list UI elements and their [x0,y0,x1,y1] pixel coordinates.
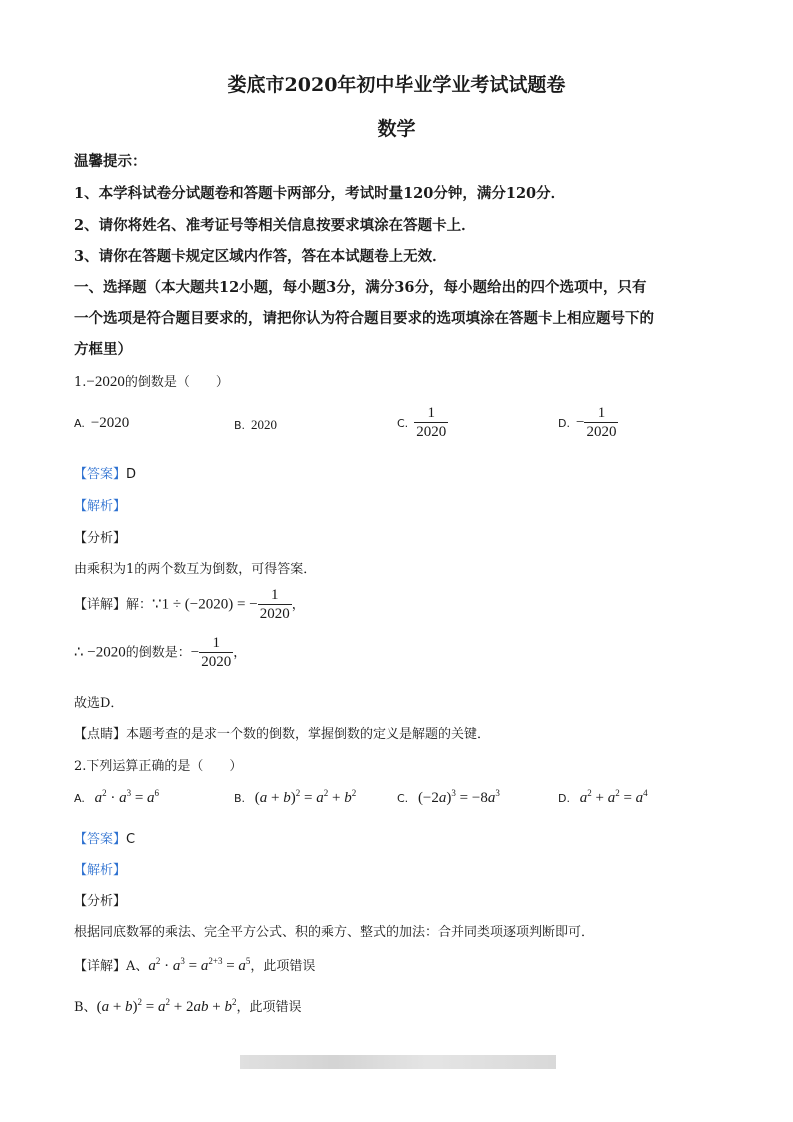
q2-stem: 2.下列运算正确的是（ ） [74,759,243,774]
note-2: 2、请你将姓名、准考证号等相关信息按要求填涂在答题卡上． [74,217,476,234]
q2-option-c [397,790,500,807]
q1-dianjing-text: 本题考查的是求一个数的倒数，掌握倒数的定义是解题的关键． [126,727,491,742]
q1-option-d-label: D. [558,416,570,430]
q1-answer [74,463,136,482]
note-1: 1、本学科试卷分试题卷和答题卡两部分，考试时量120分钟，满分120分． [74,185,566,202]
q2-jiexi-tag: 【解析】 [74,863,127,878]
q2-xiangjie-a-expr: $a^2 \cdot a^3 = a^{2+3} = a^5$ [148,956,251,974]
q2-answer-value: C [126,832,136,847]
q2-option-c-expr: $(-2a)^3 = -8a^3$ [414,788,500,806]
q1-therefore-denominator: 2020 [201,654,232,670]
q2-xiangjie-a [74,955,315,975]
q1-xiangjie-end: ， [291,597,305,613]
q1-option-b-label: B. [234,419,246,432]
q1-therefore-sign: − [190,644,200,661]
q1-option-a-label: A. [74,417,85,430]
q1-fenxi-text: 由乘积为1的两个数互为倒数，可得答案． [74,562,317,577]
q2-xiangjie-b [74,996,301,1016]
q1-answer-value: D [126,467,137,482]
q1-option-d-fraction [584,405,618,441]
section-heading-line1: 一、选择题（本大题共12小题，每小题3分，满分36分，每小题给出的四个选项中，只有 [74,279,647,296]
q1-fenxi-tag: 【分析】 [74,531,127,546]
q1-therefore-fraction [199,635,233,671]
q2-option-d-label: D. [558,792,570,805]
q2-option-b [234,790,356,807]
q1-therefore [74,635,246,671]
q1-therefore-math: ∴ −2020 [74,644,126,661]
q1-xiangjie-numerator: 1 [270,587,279,603]
q1-option-c-label: C. [397,416,409,430]
q2-option-a-expr: $a^2 \cdot a^3 = a^6$ [94,788,160,806]
q1-therefore-end: ， [233,645,247,661]
q1-option-c-numerator: 1 [427,405,435,421]
q2-xiangjie-b-pre: B、 [74,1000,97,1015]
q2-fenxi-text: 根据同底数幂的乘法、完全平方公式、积的乘方、整式的加法：合并同类项逐项判断即可． [74,925,595,940]
q1-dianjing [74,723,490,742]
q1-option-a-value: −2020 [90,415,130,431]
q1-stem [74,371,229,391]
note-3: 3、请你在答题卡规定区域内作答，答在本试题卷上无效． [74,248,447,265]
q1-option-d-denominator: 2020 [586,424,617,440]
q1-xiangjie-pre: 解： [126,597,153,613]
q1-number: 1. [74,375,87,390]
q1-therefore-text: 的倒数是： [125,645,191,661]
q2-option-a-label: A. [74,792,85,805]
q1-xiangjie-tag: 【详解】 [74,597,127,613]
q1-option-c-fraction [414,405,448,441]
q2-fenxi-tag: 【分析】 [74,894,127,909]
q1-xiangjie-denominator: 2020 [259,606,290,622]
q2-xiangjie-b-post: ，此项错误 [236,1000,302,1015]
q1-option-b-value: 2020 [251,417,278,432]
q1-option-d-numerator: 1 [597,405,606,421]
q2-xiangjie-b-expr: $(a + b)^2 = a^2 + 2ab + b^2$ [96,997,237,1015]
q1-option-c [397,405,448,441]
subject-title: 数学 [377,118,416,140]
q2-answer-tag: 【答案】 [74,832,127,847]
q2-option-b-label: B. [234,792,246,805]
q1-option-c-denominator: 2020 [416,424,447,440]
blurred-footer-watermark [240,1055,556,1069]
q2-option-d [558,790,648,807]
q2-xiangjie-a-post: ，此项错误 [250,959,316,974]
q1-option-b [234,417,277,433]
q2-xiangjie-tag: 【详解】 [74,959,127,974]
q2-option-d-expr: $a^2 + a^2 = a^4$ [579,788,648,806]
q2-option-b-expr: $(a + b)^2 = a^2 + b^2$ [251,788,357,806]
q1-jiexi-tag: 【解析】 [74,499,127,514]
q1-xiangjie-fraction [258,587,292,623]
notes-heading: 温馨提示： [74,153,147,170]
q1-therefore-numerator: 1 [212,635,220,651]
q1-answer-tag: 【答案】 [74,467,127,482]
q1-stem-text: 的倒数是（ ） [124,375,229,390]
q1-xiangjie-math: ∵1 ÷ (−2020) = − [152,596,258,613]
q1-option-a [74,415,129,432]
q1-option-d-sign: − [575,414,585,431]
q1-option-d [558,405,618,441]
q1-dianjing-tag: 【点睛】 [74,727,127,742]
q2-xiangjie-a-pre: A、 [126,959,149,974]
q1-stem-math: −2020 [86,374,125,390]
q2-answer [74,828,135,847]
q2-option-c-label: C. [397,792,409,805]
section-heading-line2: 一个选项是符合题目要求的，请把你认为符合题目要求的选项填涂在答题卡上相应题号下的 [74,310,654,327]
exam-title: 娄底市2020年初中毕业学业考试试题卷 [227,74,566,96]
q1-guxuan: 故选D． [74,696,124,711]
q1-xiangjie [74,587,305,623]
section-heading-line3: 方框里） [74,341,132,358]
q2-option-a [74,790,159,807]
